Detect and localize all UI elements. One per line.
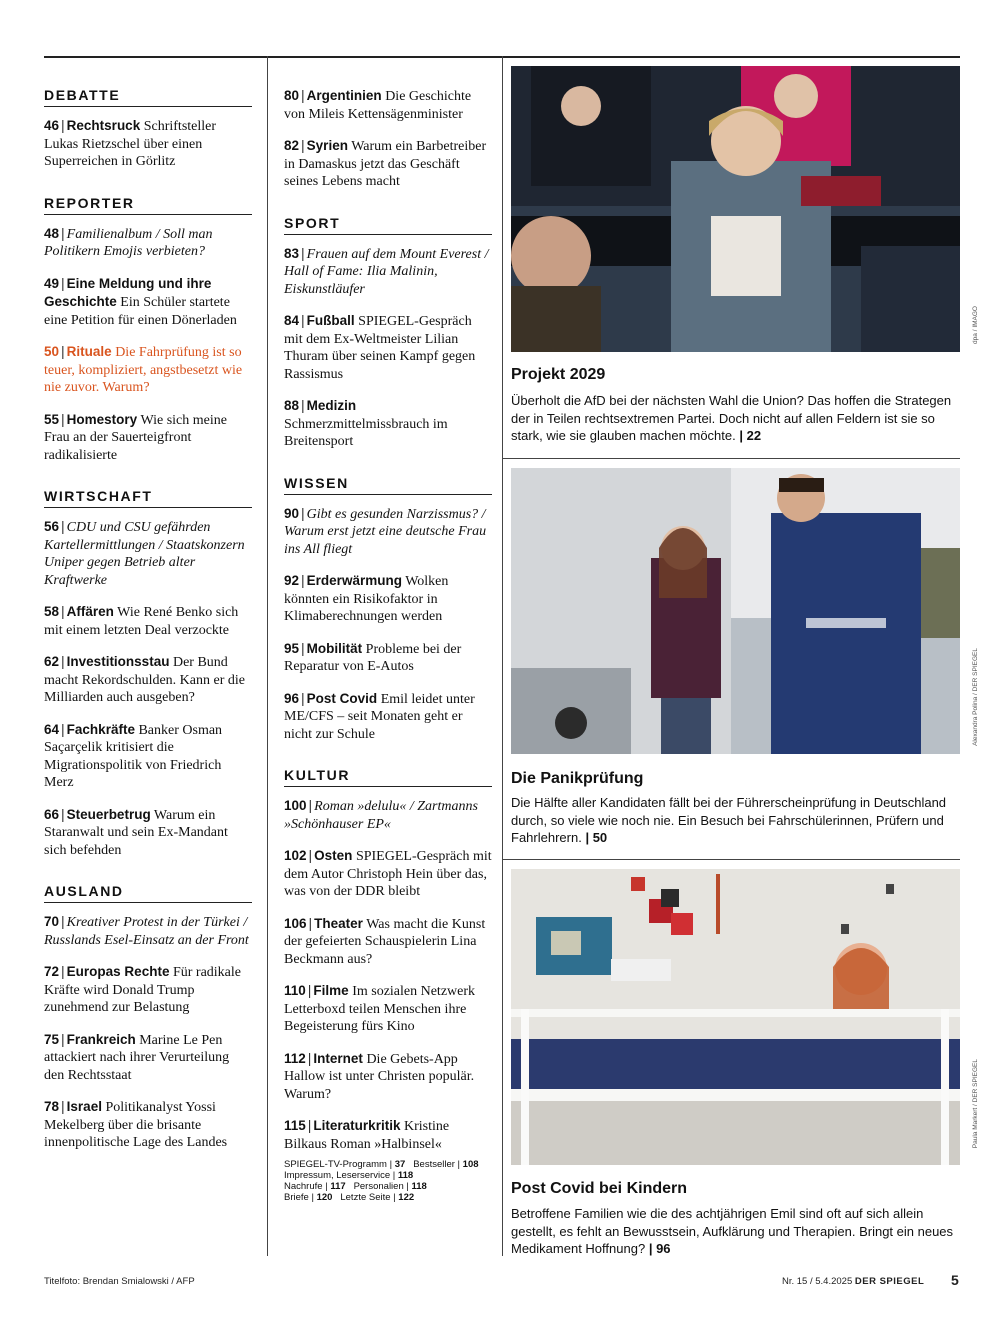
entry-page: 72 [44,964,60,979]
cover-credit: Titelfoto: Brendan Smialowski / AFP [44,1276,195,1287]
entry-page: 100 [284,798,307,813]
entry-text: Die Gebets-App Hallow ist unter Christen populär. Warum? [284,1051,475,1102]
entry-text: Schmerzmittelmissbrauch im Breitensport [284,416,448,449]
entry-text: Wie René Benko sich mit einem letzten Deal verzockte [44,605,239,638]
separator: | [301,639,305,656]
entry-keyword: Medizin [306,398,357,413]
toc-entry[interactable] [44,806,252,860]
separator: | [301,244,305,261]
toc-section [44,883,252,1152]
entry-keyword: Homestory [66,411,138,427]
toc-entry[interactable] [284,847,492,901]
toc-column-1 [44,56,252,1166]
feature-teaser: Die Hälfte aller Kandidaten fällt bei der Führerscheinprüfung in Deutschland durch, so viele wie noch nie. Ein Besuch bei Fahrschülerinnen, Prüfern und Fahrlehrern. | 50 [511,795,947,845]
service-label[interactable]: Letzte Seite [340,1192,391,1203]
toc-section [284,87,492,191]
photo-credit: Paula Markert / DER SPIEGEL [972,1059,979,1149]
toc-section [284,475,492,744]
service-row: Nachrufe | 117 Personalien | 118 [284,1181,427,1192]
toc-entry[interactable] [44,117,252,171]
entry-text: Gibt es gesunden Narzissmus? / Warum erst jetzt eine deutsche Frau ins All fliegt [284,506,487,557]
toc-entry[interactable] [284,1117,492,1153]
entry-text: SPIEGEL-Gespräch mit dem Autor Christoph Hein über das, was von der DDR bleibt [284,849,492,899]
entry-keyword: Investitionsstau [66,654,170,669]
separator: | [301,397,305,413]
entry-keyword: Eine Meldung und ihre Geschichte [44,275,212,309]
column-divider [502,56,503,1256]
entry-page: 70 [44,914,60,929]
entry-keyword: Rechtsruck [66,118,141,133]
toc-section [284,767,492,1153]
toc-entry[interactable] [284,87,492,123]
entry-page: 110 [284,983,306,998]
separator: | [61,913,65,929]
entry-page: 55 [44,411,60,427]
entry-text: Wie sich meine Frau an der Sauerteigfront radikalisierte [44,412,227,463]
entry-page: 46 [44,118,60,133]
entry-text: Die Fahrprüfung ist so teuer, kompliziert, angstbesetzt wie nie zuvor. Warum? [44,345,243,395]
toc-entry[interactable] [284,245,492,299]
entry-text: Banker Osman Saçarçelik kritisiert die Migrationspolitik von Friedrich Merz [44,722,223,790]
service-page: 117 [330,1181,346,1192]
toc-entry[interactable] [44,1031,252,1085]
entry-text: Probleme bei der Reparatur von E-Autos [284,641,462,674]
entry-keyword: Literaturkritik [313,1118,401,1133]
toc-entry[interactable] [44,963,252,1017]
toc-entry[interactable] [44,343,252,397]
toc-entry[interactable] [44,518,252,589]
toc-section [44,488,252,859]
entry-text: Roman »delulu« / Zartmanns »Schönhauser EP« [284,799,478,832]
entry-page: 83 [284,245,300,261]
entry-text: Schriftsteller Lukas Rietzschel über einen Superreichen in Görlitz [44,119,217,169]
column-divider [267,56,268,1256]
entry-text: Marine Le Pen attackiert nach ihrer Verurteilung den Rechtsstaat [44,1032,230,1083]
entry-page: 102 [284,848,307,863]
toc-entry[interactable] [44,913,252,949]
feature-divider [503,859,960,860]
entry-text: Wolken könnten ein Risikofaktor in Klimaberechnungen werden [284,574,449,624]
entry-text: SPIEGEL-Gespräch mit dem Ex-Weltmeister Lilian Thuram über seinen Kampf gegen Rassismus [284,314,476,382]
entry-keyword: Erderwärmung [306,573,402,588]
service-page: 122 [398,1192,415,1203]
entry-page: 82 [284,138,300,153]
entry-text: Kristine Bilkaus Roman »Halbinsel« [284,1119,450,1152]
toc-section [284,215,492,451]
toc-entry[interactable] [284,397,492,451]
entry-text: Für radikale Kräfte wird Donald Trump zunehmend zur Belastung [44,965,241,1015]
section-heading: KULTUR [284,767,492,787]
entry-keyword: Europas Rechte [66,964,170,979]
entry-page: 80 [284,88,300,103]
entry-keyword: Mobilität [306,640,363,656]
toc-column-2 [284,56,492,1203]
toc-section [44,87,252,171]
entry-keyword: Frankreich [66,1031,136,1047]
feature-title: Die Panikprüfung [511,770,644,787]
separator: | [61,963,65,979]
entry-keyword: Affären [66,604,114,619]
entry-text: Politikanalyst Yossi Mekelberg über die brisante innenpolitische Lage des Landes [44,1100,228,1150]
entry-page: 92 [284,573,300,588]
separator: | [61,224,65,241]
separator: | [308,847,313,863]
separator: | [61,410,65,427]
separator: | [61,518,65,534]
service-label[interactable]: Impressum, Leserservice [284,1170,391,1181]
entry-keyword: Fußball [306,313,355,328]
entry-text: Was macht die Kunst der gefeierten Schauspielerin Lina Beckmann aus? [284,916,486,967]
toc-entry[interactable] [284,312,492,383]
entry-page: 88 [284,398,300,413]
entry-text: Die Geschichte von Mileis Kettensägenminister [284,89,472,122]
separator: | [61,1098,65,1114]
entry-page: 50 [44,344,60,359]
service-page: 118 [397,1170,414,1181]
feature-title: Post Covid bei Kindern [511,1180,688,1197]
service-label[interactable]: Briefe [284,1192,309,1203]
entry-page: 56 [44,519,60,534]
feature-teaser: Betroffene Familien wie die des achtjährigen Emil sind oft auf sich allein gestellt, es fehlt an Bewusstsein, Aufklärung und Therapien. Bringt ein neues Medikament Hoffnung? | 96 [511,1206,954,1256]
toc-entry[interactable] [284,640,492,676]
entry-page: 75 [44,1031,60,1047]
separator: | [61,805,65,822]
entry-page: 62 [44,654,60,669]
entry-keyword: Post Covid [306,690,378,706]
service-label[interactable]: SPIEGEL-TV-Programm [284,1159,387,1170]
feature-title: Projekt 2029 [511,366,606,383]
entry-keyword: Rituale [66,344,112,359]
toc-entry[interactable] [284,572,492,626]
entry-keyword: Osten [314,848,353,863]
entry-page: 49 [44,275,60,291]
separator: | [307,1117,312,1133]
separator: | [307,982,312,998]
toc-entry[interactable] [44,275,252,330]
separator: | [61,274,65,291]
entry-keyword: Syrien [306,138,348,153]
entry-page: 112 [284,1050,306,1066]
toc-entry[interactable] [44,411,252,465]
toc-entry[interactable] [44,1098,252,1152]
entry-text: Der Bund macht Rekordschulden. Kann er die Milliarden auch ausgeben? [44,655,245,705]
toc-entry[interactable] [284,797,492,833]
service-page: 37 [394,1159,406,1170]
entry-text: Warum ein Staranwalt und sein Ex-Mandant sich befehden [44,807,228,858]
entry-page: 58 [44,604,60,619]
entry-page: 64 [44,721,60,737]
entry-page: 106 [284,915,307,931]
entry-keyword: Theater [314,915,363,931]
separator: | [308,914,313,931]
separator: | [307,1049,312,1066]
toc-entry[interactable] [284,982,492,1036]
toc-entry[interactable] [284,505,492,559]
separator: | [301,87,305,103]
separator: | [61,720,65,737]
separator: | [61,343,65,359]
toc-entry[interactable] [44,603,252,639]
toc-entry[interactable] [44,225,252,261]
service-list [284,1159,492,1203]
section-heading: DEBATTE [44,87,252,107]
entry-text: Warum ein Barbetreiber in Damaskus jetzt das Geschäft seines Lebens macht [284,139,487,189]
separator: | [301,572,305,588]
entry-page: 90 [284,505,300,521]
section-heading: WIRTSCHAFT [44,488,252,508]
feature-divider [503,458,960,459]
section-heading: SPORT [284,215,492,235]
separator: | [61,117,65,133]
entry-page: 48 [44,225,60,241]
entry-text: Im sozialen Netzwerk Letterboxd teilen Menschen ihre Begeisterung fürs Kino [284,984,476,1034]
toc-entry[interactable] [44,721,252,792]
entry-page: 95 [284,640,300,656]
separator: | [308,797,313,813]
entry-keyword: Argentinien [306,88,382,103]
toc-entry[interactable] [44,653,252,707]
feature-teaser: Überholt die AfD bei der nächsten Wahl die Union? Das hoffen die Strategen der in Teilen rechtsextremen Partei. Doch nicht auf allen Feldern ist sie so stark, wie sie glauben machen möchte. | 22 [511,393,952,443]
service-label[interactable]: Personalien [353,1181,404,1192]
section-heading: REPORTER [44,195,252,215]
section-heading: AUSLAND [44,883,252,903]
toc-entry[interactable] [284,690,492,744]
service-page: 118 [411,1181,427,1192]
section-heading: WISSEN [284,475,492,495]
service-row: Briefe | 120 Letzte Seite | 122 [284,1192,415,1203]
feature-photo [511,66,979,352]
separator: | [301,312,305,328]
entry-keyword: Israel [66,1099,102,1114]
entry-text: Emil leidet unter ME/CFS – seit Monaten geht er nicht zur Schule [284,691,475,742]
page-number: 5 [951,1272,959,1288]
entry-page: 78 [44,1099,60,1114]
service-page: 120 [316,1192,333,1203]
photo-credit: Alexandra Polina / DER SPIEGEL [972,648,979,746]
feature-photo [511,869,979,1165]
magazine-name: DER SPIEGEL [854,1276,925,1287]
entry-keyword: Fachkräfte [66,721,135,737]
entry-page: 96 [284,690,300,706]
service-page: 108 [462,1159,479,1170]
service-label[interactable]: Bestseller [413,1159,455,1170]
service-label[interactable]: Nachrufe [284,1181,323,1192]
separator: | [61,1030,65,1047]
entry-page: 84 [284,313,300,328]
entry-text: Ein Schüler startete eine Petition für einen Dönerladen [44,295,237,328]
entry-page: 66 [44,806,60,822]
separator: | [301,504,305,521]
issue-info: Nr. 15 / 5.4.2025 DER SPIEGEL [782,1276,925,1287]
entry-text: Kreativer Protest in der Türkei / Russlands Esel-Einsatz an der Front [44,915,249,948]
entry-keyword: Steuerbetrug [66,806,151,822]
entry-page: 115 [284,1118,306,1133]
entry-text: Familienalbum / Soll man Politikern Emojis verbieten? [44,226,213,259]
entry-keyword: Filme [313,983,349,998]
separator: | [301,137,305,153]
toc-entry[interactable] [284,1050,492,1104]
entry-keyword: Internet [313,1050,363,1066]
photo-credit: dpa / IMAGO [972,306,979,344]
feature-photo [511,468,979,754]
service-row: SPIEGEL-TV-Programm | 37 Bestseller | 108 [284,1159,479,1170]
toc-section [44,195,252,465]
service-row: Impressum, Leserservice | 118 [284,1170,414,1181]
toc-entry[interactable] [284,915,492,969]
separator: | [61,603,65,619]
separator: | [61,653,65,669]
entry-text: CDU und CSU gefährden Kartellermittlungen / Staatskonzern Uniper gegen Betrieb alter Kraftwerke [44,520,245,588]
toc-entry[interactable] [284,137,492,191]
entry-text: Frauen auf dem Mount Everest / Hall of Fame: Ilia Malinin, Eiskunstläufer [284,246,489,297]
separator: | [301,689,305,706]
